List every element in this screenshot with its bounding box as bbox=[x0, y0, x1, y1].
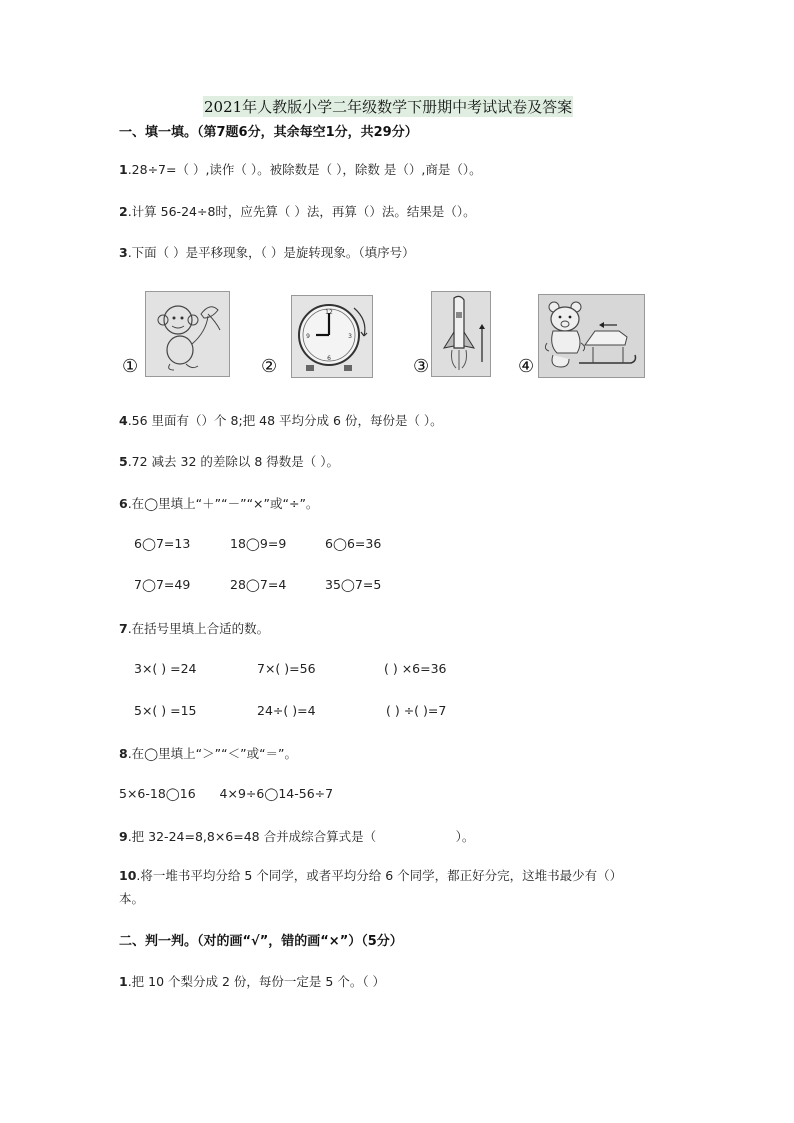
picture-marker-4: ④ bbox=[518, 356, 535, 377]
question-number: 1 bbox=[119, 162, 128, 177]
q7-item: 3×( ) =24 bbox=[134, 661, 197, 676]
question-number: 2 bbox=[119, 204, 128, 219]
question-9 bbox=[119, 827, 474, 845]
svg-text:6: 6 bbox=[327, 355, 331, 362]
question-text: .28÷7=（ ）,读作（ ）。被除数是（ ），除数 是（）,商是（）。 bbox=[127, 162, 482, 177]
q7-item: 7×( )=56 bbox=[257, 661, 316, 676]
q6-item: 6◯7=13 bbox=[134, 536, 191, 551]
question-6 bbox=[119, 494, 318, 512]
q7-item: 5×( ) =15 bbox=[134, 703, 197, 718]
q7-item: ( ) ÷( )=7 bbox=[386, 703, 447, 718]
question-7 bbox=[119, 619, 269, 637]
bear-sled-icon bbox=[539, 295, 644, 377]
question-number: 6 bbox=[119, 496, 128, 511]
question-number: 3 bbox=[119, 245, 128, 260]
question-text: .在◯里填上“＞”“＜”或“＝”。 bbox=[127, 746, 298, 761]
svg-text:9: 9 bbox=[306, 333, 310, 340]
picture-marker-1: ① bbox=[122, 356, 139, 377]
question-8 bbox=[119, 744, 297, 762]
bear-sled-picture bbox=[538, 294, 645, 378]
section-2-heading: 二、判一判。（对的画“√”，错的画“×”）（5分） bbox=[119, 934, 403, 949]
picture-marker-2: ② bbox=[261, 356, 278, 377]
q6-item: 28◯7=4 bbox=[230, 577, 287, 592]
monkey-picture bbox=[145, 291, 230, 377]
q6-item: 18◯9=9 bbox=[230, 536, 287, 551]
svg-text:3: 3 bbox=[348, 333, 352, 340]
question-number: 10 bbox=[119, 868, 137, 883]
clock-picture bbox=[291, 295, 373, 378]
q6-item: 7◯7=49 bbox=[134, 577, 191, 592]
question-text: .把 32-24=8,8×6=48 合并成综合算式是（ ）。 bbox=[127, 829, 475, 844]
question-10 bbox=[119, 866, 622, 884]
monkey-icon bbox=[146, 292, 229, 376]
question-text: .56 里面有（）个 8;把 48 平均分成 6 份，每份是（ ）。 bbox=[127, 413, 443, 428]
clock-icon bbox=[292, 296, 372, 377]
question-number: 5 bbox=[119, 454, 128, 469]
page-title: 2021年人教版小学二年级数学下册期中考试试卷及答案 bbox=[204, 98, 573, 116]
question-text: .在括号里填上合适的数。 bbox=[127, 621, 270, 636]
question-text: .72 减去 32 的差除以 8 得数是（ ）。 bbox=[127, 454, 340, 469]
question-number: 7 bbox=[119, 621, 128, 636]
question-text: .将一堆书平均分给 5 个同学，或者平均分给 6 个同学，都正好分完，这堆书最少有（） bbox=[136, 868, 623, 883]
question-10-continued: 本。 bbox=[119, 891, 145, 906]
judge-1 bbox=[119, 972, 385, 990]
rocket-icon bbox=[432, 292, 490, 376]
question-3 bbox=[119, 243, 415, 261]
question-text: .在◯里填上“＋”“－”“×”或“÷”。 bbox=[127, 496, 319, 511]
question-5 bbox=[119, 452, 339, 470]
question-number: 4 bbox=[119, 413, 128, 428]
picture-marker-3: ③ bbox=[413, 356, 430, 377]
svg-text:12: 12 bbox=[325, 309, 333, 316]
question-text: .下面（ ）是平移现象，（ ）是旋转现象。（填序号） bbox=[127, 245, 415, 260]
q7-item: 24÷( )=4 bbox=[257, 703, 316, 718]
question-number: 9 bbox=[119, 829, 128, 844]
q8-line: 5×6-18◯16 4×9÷6◯14-56÷7 bbox=[119, 786, 334, 801]
rocket-picture bbox=[431, 291, 491, 377]
q6-item: 35◯7=5 bbox=[325, 577, 382, 592]
question-text: .计算 56-24÷8时，应先算（ ）法，再算（）法。结果是（）。 bbox=[127, 204, 476, 219]
question-number: 8 bbox=[119, 746, 128, 761]
question-text: .把 10 个梨分成 2 份，每份一定是 5 个。（ ） bbox=[127, 974, 386, 989]
question-number: 1 bbox=[119, 974, 128, 989]
section-1-heading: 一、填一填。（第7题6分，其余每空1分，共29分） bbox=[119, 125, 418, 140]
q6-item: 6◯6=36 bbox=[325, 536, 382, 551]
question-1 bbox=[119, 160, 482, 178]
question-2 bbox=[119, 202, 476, 220]
question-4 bbox=[119, 411, 443, 429]
q7-item: ( ) ×6=36 bbox=[384, 661, 447, 676]
